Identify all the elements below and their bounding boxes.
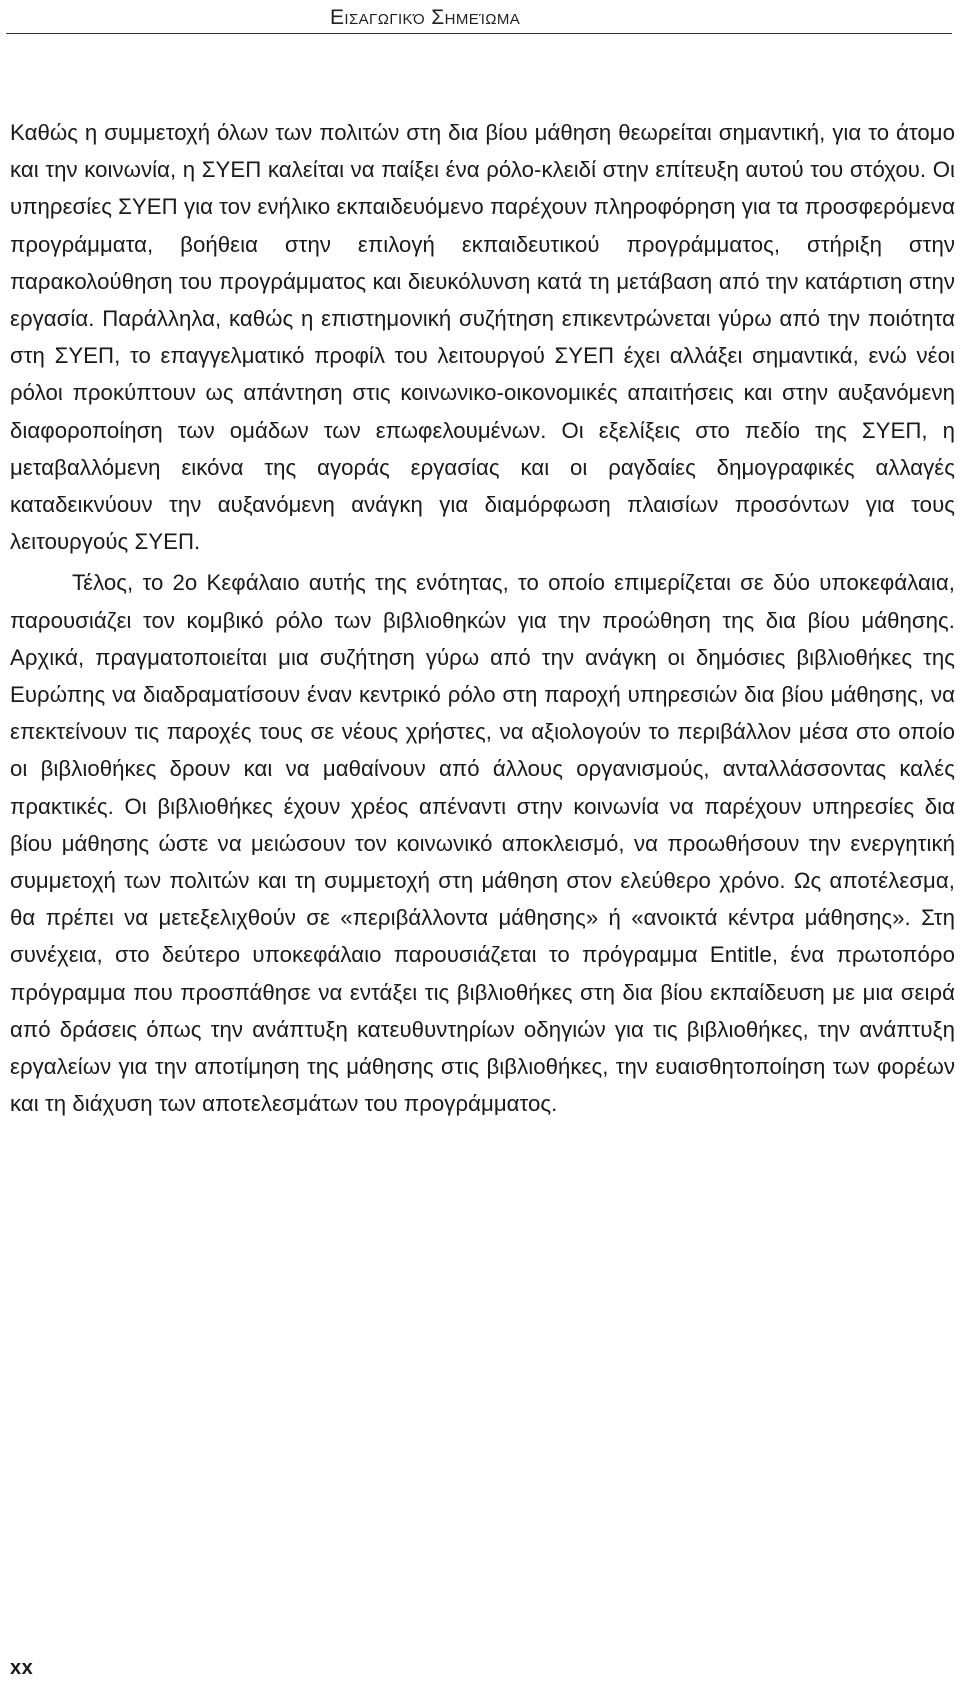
running-header bbox=[0, 0, 960, 35]
page-number: xx bbox=[10, 1657, 34, 1679]
paragraph-2: Τέλος, το 2ο Κεφάλαιο αυτής της ενότητας, το οποίο επιμερίζεται σε δύο υποκεφάλαια, παρουσιάζει τον κομβικό ρόλο των βιβλιοθηκών για την προώθηση της δια βίου μάθησης. Αρχικά, πραγματοποιείται μια συζήτηση γύρω από την ανάγκη οι δημόσιες βιβλιοθήκες της Ευρώπης να διαδραματίσουν έναν κεντρικό ρόλο στη παροχή υπηρεσιών δια βίου μάθησης, να επεκτείνουν τις παροχές τους σε νέους χρήστες, να αξιολογούν το περιβάλλον μέσα στο οποίο οι βιβλιοθήκες δρουν και να μαθαίνουν από άλλους οργανισμούς, ανταλλάσσοντας καλές πρακτικές. Οι βιβλιοθήκες έχουν χρέος απέναντι στην κοινωνία να παρέχουν υπηρεσίες δια βίου μάθησης ώστε να μειώσουν τον κοινωνικό αποκλεισμό, να προωθήσουν την ενεργητική συμμετοχή των πολιτών και τη συμμετοχή στη μάθηση στον ελεύθερο χρόνο. Ως αποτέλεσμα, θα πρέπει να μετεξελιχθούν σε «περιβάλλοντα μάθησης» ή «ανοικτά κέντρα μάθησης». Στη συνέχεια, στο δεύτερο υποκεφάλαιο παρουσιάζεται το πρόγραμμα Entitle, ένα πρωτοπόρο πρόγραμμα που προσπάθησε να εντάξει τις βιβλιοθήκες στη δια βίου εκπαίδευση με μια σειρά από δράσεις όπως την ανάπτυξη κατευθυντηρίων οδηγιών για τις βιβλιοθήκες, την ανάπτυξη εργαλείων για την αποτίμηση της μάθησης στις βιβλιοθήκες, την ευαισθητοποίηση των φορέων και τη διάχυση των αποτελεσμάτων του προγράμματος. bbox=[10, 570, 955, 1117]
paragraph-1: Καθώς η συμμετοχή όλων των πολιτών στη δια βίου μάθηση θεωρείται σημαντική, για το άτομο και την κοινωνία, η ΣΥΕΠ καλείται να παίξει ένα ρόλο-κλειδί στην επίτευξη αυτού του στόχου. Οι υπηρεσίες ΣΥΕΠ για τον ενήλικο εκπαιδευόμενο παρέχουν πληροφόρηση για τα προσφερόμενα προγράμματα, βοήθεια στην επιλογή εκπαιδευτικού προγράμματος, στήριξη στην παρακολούθηση του προγράμματος και διευκόλυνση κατά τη μετάβαση από την κατάρτιση στην εργασία. Παράλληλα, καθώς η επιστημονική συζήτηση επικεντρώνεται γύρω από την ποιότητα στη ΣΥΕΠ, το επαγγελματικό προφίλ του λειτουργού ΣΥΕΠ έχει αλλάξει σημαντικά, ενώ νέοι ρόλοι προκύπτουν ως απάντηση στις κοινωνικο-οικονομικές απαιτήσεις και στην αυξανόμενη διαφοροποίηση των ομάδων των επωφελουμένων. Οι εξελίξεις στο πεδίο της ΣΥΕΠ, η μεταβαλλόμενη εικόνα της αγοράς εργασίας και οι ραγδαίες δημογραφικές αλλαγές καταδεικνύουν την αυξανόμενη ανάγκη για διαμόρφωση πλαισίων προσόντων για τους λειτουργούς ΣΥΕΠ. bbox=[10, 120, 955, 555]
header-title: Εισαγωγικό Σημείωμα bbox=[330, 6, 521, 29]
header-rule bbox=[6, 33, 952, 34]
body-text bbox=[10, 114, 955, 1122]
